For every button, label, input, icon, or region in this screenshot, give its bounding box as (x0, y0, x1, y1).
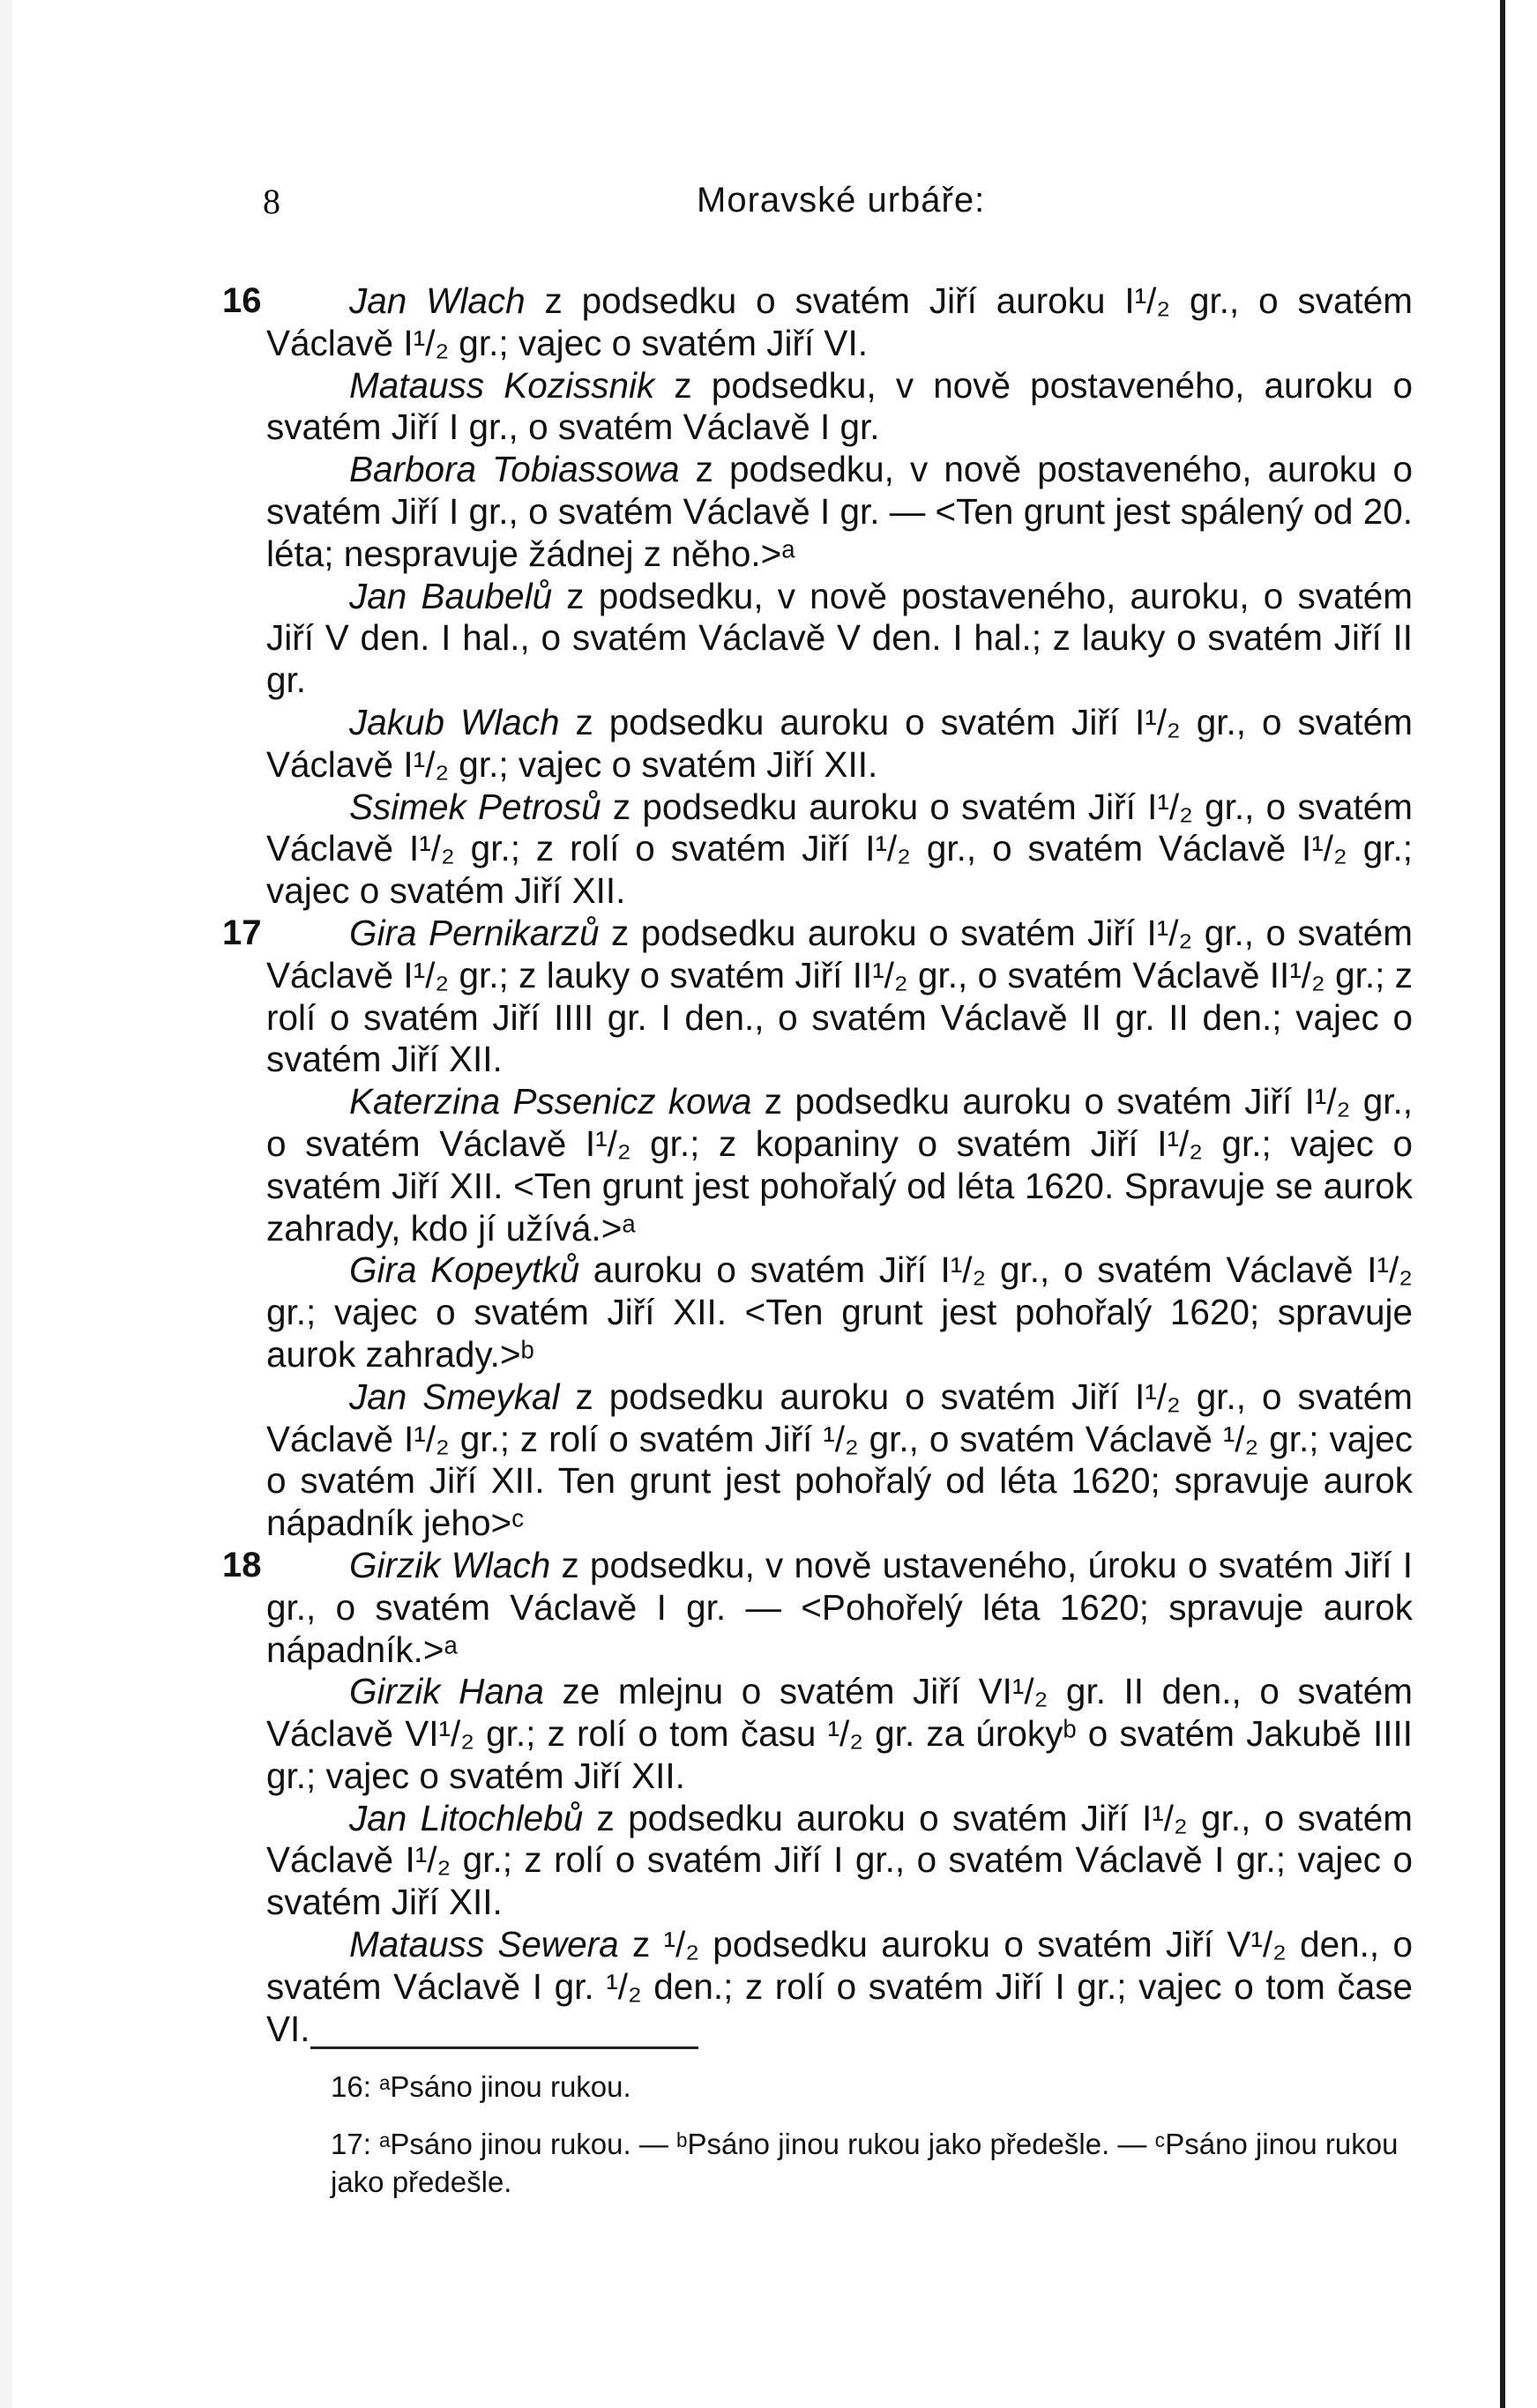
entry-number: 18 (222, 1545, 262, 1584)
entry-text: z podsedku auroku o svatém Jiří I¹/₂ gr., o svatém Václavě I¹/₂ gr.; vajec o svatém Jiří XII. (266, 701, 1413, 785)
entry (222, 280, 1413, 365)
entry-person: Gira Pernikarzů (349, 912, 600, 953)
entry-person: Gira Kopeytků (349, 1249, 580, 1291)
entry-text: z podsedku o svatém Jiří auroku I¹/₂ gr., o svatém Václavě I¹/₂ gr.; vajec o svatém Jiří VI. (266, 280, 1413, 363)
scan-right-edge (1500, 0, 1537, 2408)
entry-number: 16 (222, 281, 262, 320)
entry (266, 1249, 1413, 1375)
entry-number: 17 (222, 913, 262, 952)
entry-text: z podsedku, v nově postaveného, auroku o svatém Jiří I gr., o svatém Václavě I gr. (266, 364, 1413, 448)
entry-text: auroku o svatém Jiří I¹/₂ gr., o svatém Václavě I¹/₂ gr.; vajec o svatém Jiří XII. <Ten grunt jest pohořalý 1620; spravuje aurok zahrady.>ᵇ (266, 1249, 1413, 1375)
entry-person: Jan Wlach (349, 280, 526, 321)
entry (266, 449, 1413, 575)
entry-person: Jan Litochlebů (349, 1797, 584, 1838)
entry (222, 1544, 1413, 1671)
entry-person: Girzik Wlach (349, 1544, 551, 1585)
entry-text: z podsedku auroku o svatém Jiří I¹/₂ gr., o svatém Václavě I¹/₂ gr.; z rolí o svatém Jiří I gr., o svatém Václavě I gr.; vajec o svatém Jiří XII. (266, 1797, 1413, 1923)
footnote: 17: ᵃPsáno jinou rukou. — ᵇPsáno jinou rukou jako předešle. — ᶜPsáno jinou rukou jako předešle. (331, 2128, 1399, 2198)
entry-person: Matauss Kozissnik (349, 364, 655, 406)
entry (266, 702, 1413, 787)
urbar-text (222, 280, 1413, 2050)
entry (266, 1798, 1413, 1924)
entry (266, 787, 1413, 913)
entry-text: z podsedku, v nově ustaveného, úroku o svatém Jiří I gr., o svatém Václavě I gr. — <Pohořelý léta 1620; spravuje aurok nápadník.>ᵃ (266, 1544, 1413, 1670)
entry-text: z podsedku auroku o svatém Jiří I¹/₂ gr., o svatém Václavě I¹/₂ gr.; z rolí o svatém Jiří I¹/₂ gr., o svatém Václavě I¹/₂ gr.; vajec o svatém Jiří XII. (266, 786, 1413, 912)
entry-text: z podsedku auroku o svatém Jiří I¹/₂ gr., o svatém Václavě I¹/₂ gr.; z rolí o svatém Jiří ¹/₂ gr., o svatém Václavě ¹/₂ gr.; vajec o svatém Jiří XII. Ten grunt jest pohořalý od léta 1620; spravuje aurok nápadník jeho>ᶜ (266, 1375, 1413, 1544)
footnotes (331, 2068, 1415, 2201)
footnote: 16: ᵃPsáno jinou rukou. (331, 2070, 631, 2103)
entry-person: Jan Smeykal (349, 1375, 560, 1417)
entry (266, 1924, 1413, 2050)
entry (266, 1376, 1413, 1545)
entry (266, 1671, 1413, 1797)
entry-person: Barbora Tobiassowa (349, 449, 680, 490)
entry-text: z podsedku auroku o svatém Jiří I¹/₂ gr., o svatém Václavě I¹/₂ gr.; z kopaniny o svatém Jiří I¹/₂ gr.; vajec o svatém Jiří XII. <Ten grunt jest pohořalý od léta 1620. Spravuje se aurok zahrady, kdo jí užívá.>ᵃ (266, 1081, 1413, 1249)
footnote-rule (310, 2046, 698, 2049)
entry-person: Ssimek Petrosů (349, 786, 601, 827)
entry-text: z ¹/₂ podsedku auroku o svatém Jiří V¹/₂ den., o svatém Václavě I gr. ¹/₂ den.; z rolí o svatém Jiří I gr.; vajec o tom čase VI. (266, 1924, 1413, 2049)
entry-text: z podsedku, v nově postaveného, auroku o svatém Jiří I gr., o svatém Václavě I gr. — <Ten grunt jest spálený od 20. léta; nespravuje žádnej z něho.>ᵃ (266, 449, 1413, 574)
entry-text: ze mlejnu o svatém Jiří VI¹/₂ gr. II den., o svatém Václavě VI¹/₂ gr.; z rolí o tom času ¹/₂ gr. za úrokyᵇ o svatém Jakubě IIII gr.; vajec o svatém Jiří XII. (266, 1671, 1413, 1796)
entry-person: Matauss Sewera (349, 1924, 619, 1965)
entry (222, 912, 1413, 1081)
entry-person: Katerzina Pssenicz kowa (349, 1081, 752, 1122)
entry (266, 1081, 1413, 1249)
page-header (0, 181, 1537, 234)
entry-text: z podsedku, v nově postaveného, auroku, o svatém Jiří V den. I hal., o svatém Václavě V den. I hal.; z lauky o svatém Jiří II gr. (266, 575, 1413, 701)
entry-person: Girzik Hana (349, 1671, 544, 1712)
running-title: Moravské urbáře: (697, 181, 986, 220)
scan-left-margin (0, 0, 12, 2408)
entry (266, 365, 1413, 450)
entry-text: z podsedku auroku o svatém Jiří I¹/₂ gr., o svatém Václavě I¹/₂ gr.; z lauky o svatém Jiří II¹/₂ gr., o svatém Václavě II¹/₂ gr.; z rolí o svatém Jiří IIII gr. I den., o svatém Václavě II gr. II den.; vajec o svatém Jiří XII. (266, 912, 1413, 1080)
entry (266, 576, 1413, 702)
entry-person: Jakub Wlach (349, 701, 560, 742)
page-number: 8 (263, 182, 280, 221)
entry-person: Jan Baubelů (349, 575, 553, 616)
